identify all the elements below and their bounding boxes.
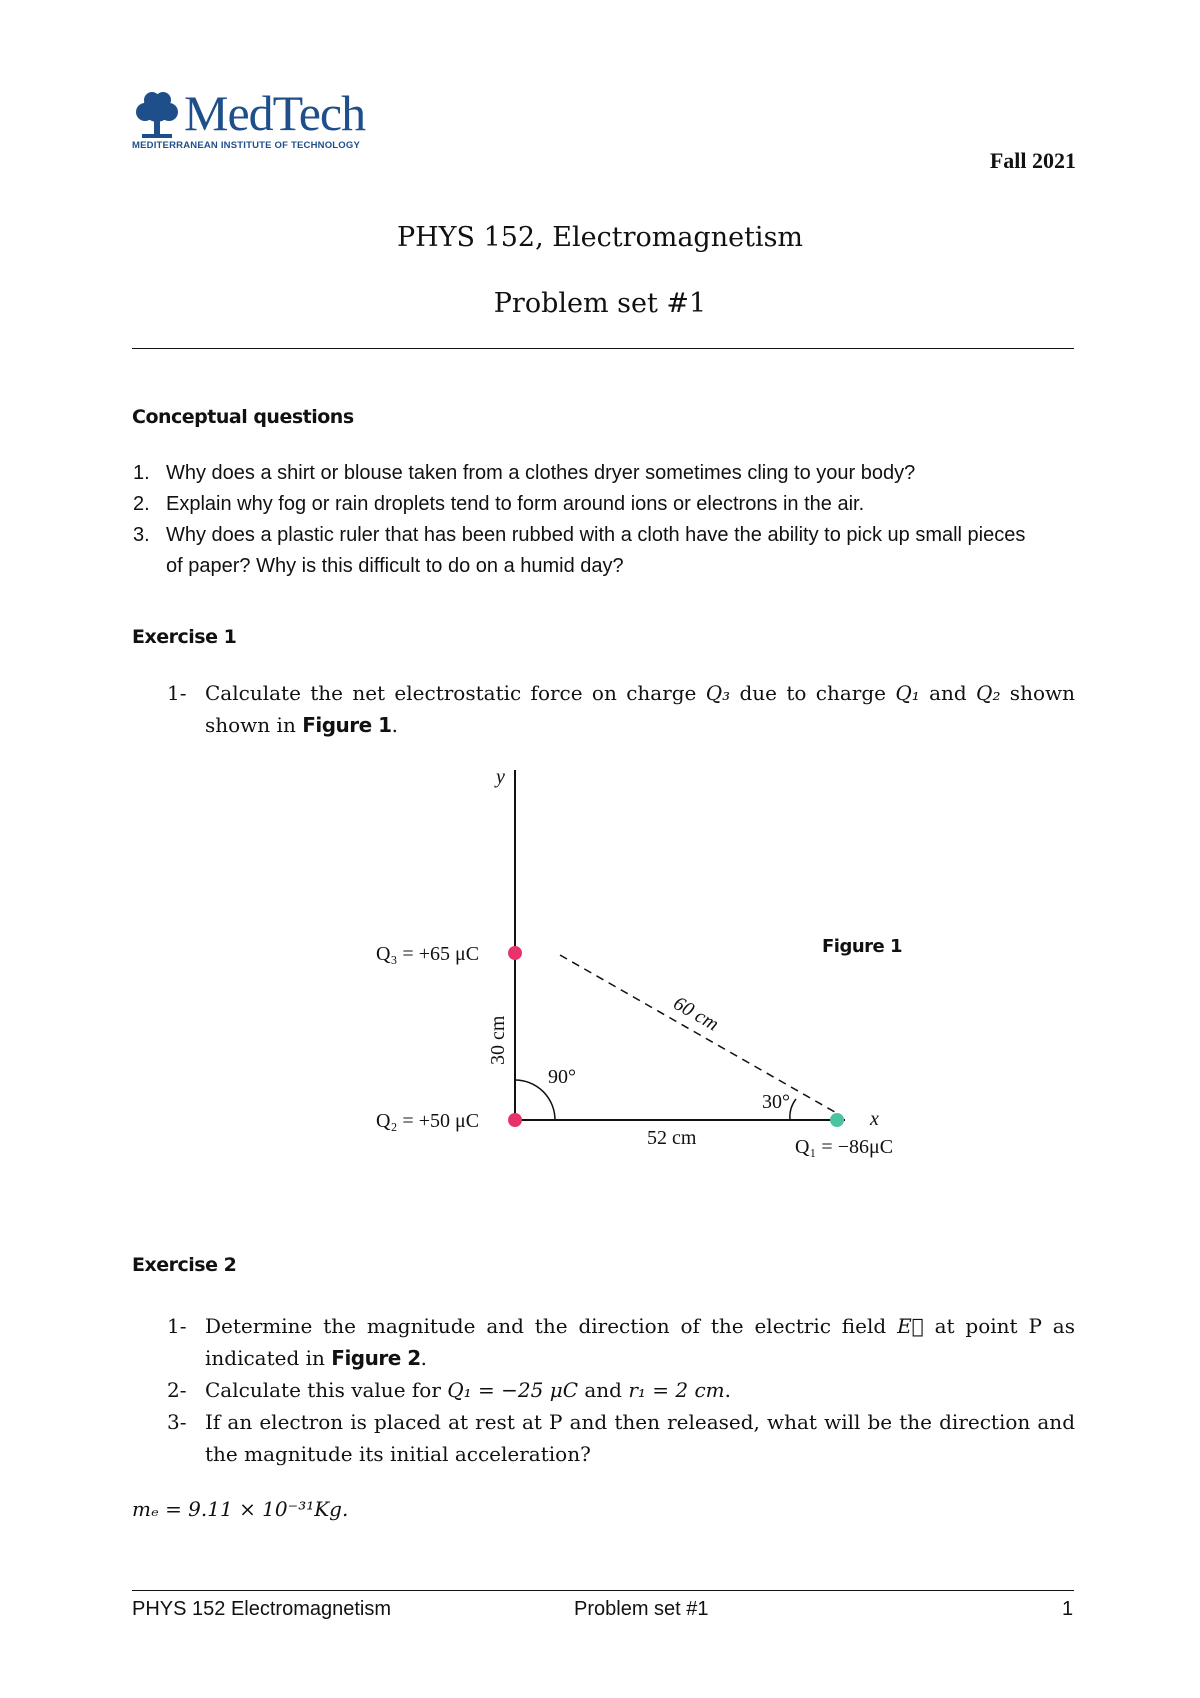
question-text: at point P as indicated in (205, 1314, 1075, 1370)
question-text: due to charge (730, 681, 896, 705)
angle-30-label: 30° (762, 1091, 790, 1113)
charge-q1 (830, 1113, 844, 1127)
horizontal-distance-label: 52 cm (647, 1127, 697, 1149)
question-text: and (578, 1378, 629, 1402)
charge-q3 (508, 946, 522, 960)
exercise2-heading: Exercise 2 (132, 1254, 237, 1276)
list-text: Why does a plastic ruler that has been rubbed with a cloth have the ability to pick up small pieces of paper? Why is this difficult to do on a humid day? (166, 524, 1026, 577)
institution-logo (132, 85, 402, 154)
exercise1-question (167, 677, 1075, 741)
list-number: 1. (133, 462, 150, 484)
exercise2-question-1 (167, 1310, 1075, 1374)
list-item (133, 489, 1066, 520)
q2-label: Q₂ = +50 μC (376, 1110, 480, 1132)
question-text: . (724, 1378, 732, 1402)
question-text: shown shown in (205, 681, 1075, 737)
charge-q2 (508, 1113, 522, 1127)
question-number: 1- (167, 681, 187, 705)
electric-field-symbol: E⃗ (897, 1314, 924, 1338)
q3-label: Q₃ = +65 μC (376, 943, 480, 965)
tree-emblem-icon (132, 90, 182, 142)
conceptual-heading: Conceptual questions (132, 406, 354, 428)
course-title: PHYS 152, Electromagnetism (396, 222, 804, 253)
list-number: 2. (133, 493, 150, 515)
question-number: 2- (167, 1378, 187, 1402)
footer-course: PHYS 152 Electromagnetism (132, 1598, 392, 1620)
footer-title: Problem set #1 (574, 1598, 709, 1620)
figure-reference: Figure 2 (331, 1346, 421, 1370)
vertical-distance-label: 30 cm (487, 1015, 509, 1065)
logo-name: MedTech (184, 85, 366, 141)
question-text: Calculate this value for (205, 1378, 448, 1402)
footer-divider (132, 1590, 1074, 1591)
question-text: If an electron is placed at rest at P and then released, what will be the direction and the magnitude its initial acceleration? (205, 1410, 1075, 1466)
figure-reference: Figure 1 (302, 713, 392, 737)
list-item (133, 458, 1066, 489)
q1-label: Q₁ = −86μC (795, 1136, 894, 1158)
exercise2-question-3 (167, 1406, 1075, 1470)
y-axis-label: y (496, 766, 505, 788)
problem-set-title: Problem set #1 (493, 288, 707, 319)
q2-symbol: Q₂ (976, 681, 1001, 705)
question-number: 3- (167, 1410, 187, 1434)
figure-1-caption: Figure 1 (822, 936, 903, 957)
angle-30-arc (790, 1099, 796, 1120)
logo-subtitle: MEDITERRANEAN INSTITUTE OF TECHNOLOGY (132, 140, 361, 151)
exercise2-question-2 (167, 1374, 1075, 1406)
distance-line-dashed (560, 955, 840, 1115)
diagonal-distance-label: 60 cm (669, 992, 723, 1036)
page-number: 1 (1062, 1598, 1074, 1620)
electron-mass: mₑ = 9.11 × 10⁻³¹Kg. (132, 1497, 349, 1521)
q1-symbol: Q₁ (895, 681, 920, 705)
charge-value: Q₁ = −25 μC (447, 1378, 579, 1402)
question-text: and (919, 681, 977, 705)
radius-value: r₁ = 2 cm (628, 1378, 725, 1402)
question-text: Calculate the net electrostatic force on charge (205, 681, 706, 705)
figure-1-diagram (360, 755, 920, 1175)
question-number: 1- (167, 1314, 187, 1338)
question-text: Determine the magnitude and the direction of the electric field (205, 1314, 898, 1338)
list-item (133, 520, 1036, 582)
list-text: Explain why fog or rain droplets tend to form around ions or electrons in the air. (166, 493, 865, 515)
list-text: Why does a shirt or blouse taken from a clothes dryer sometimes cling to your body? (166, 462, 916, 484)
title-divider (132, 348, 1074, 349)
q3-symbol: Q₃ (705, 681, 731, 705)
angle-90-label: 90° (548, 1066, 576, 1088)
x-axis-label: x (870, 1108, 879, 1130)
exercise1-heading: Exercise 1 (132, 626, 237, 648)
list-number: 3. (133, 524, 150, 546)
question-text: . (420, 1346, 428, 1370)
question-text: . (391, 713, 398, 737)
semester: Fall 2021 (989, 148, 1076, 173)
